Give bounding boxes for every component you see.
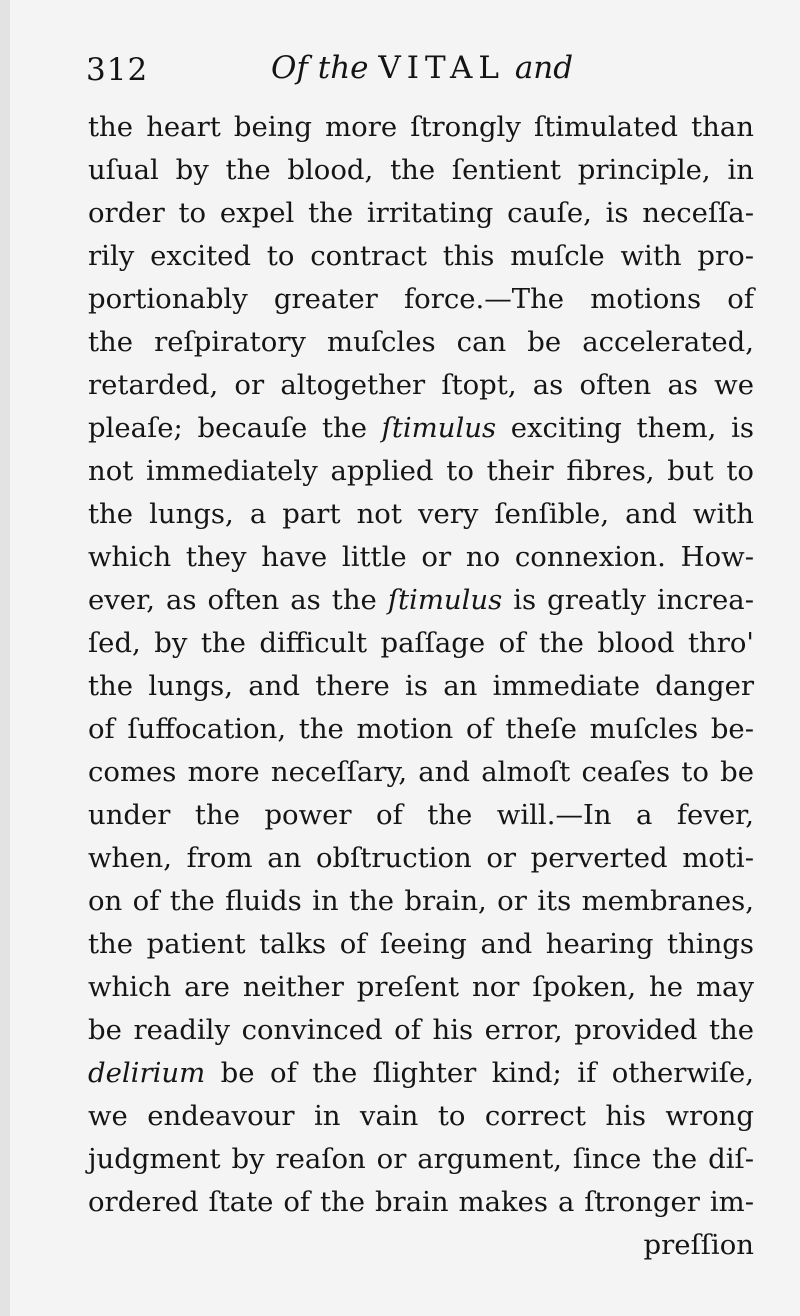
text-line (88, 1052, 754, 1095)
text-line: comes more neceſſary, and almoſt ceaſes to be (88, 756, 754, 788)
running-head (86, 42, 776, 102)
text-line: be readily convinced of his error, provided the (88, 1014, 754, 1046)
text-segment: exciting them, is (496, 412, 754, 444)
text-line (88, 407, 754, 450)
text-line: we endeavour in vain to correct his wrong (88, 1100, 754, 1132)
italic-term: ſtimulus (387, 584, 503, 616)
italic-term: delirium (88, 1057, 206, 1089)
text-line: not immediately applied to their fibres, but to (88, 455, 754, 487)
text-line: judgment by reaſon or argument, ſince the diſ- (88, 1143, 754, 1175)
text-line: rily excited to contract this muſcle with pro- (88, 240, 754, 272)
text-line: of ſuffocation, the motion of theſe muſcles be- (88, 713, 754, 745)
text-line: ordered ſtate of the brain makes a ſtronger im- (88, 1186, 754, 1218)
text-segment: is greatly increa- (502, 584, 754, 616)
text-line: uſual by the blood, the ſentient principle, in (88, 154, 754, 186)
text-line: on of the fluids in the brain, or its membranes, (88, 885, 754, 917)
running-head-part2: VITAL (378, 50, 505, 86)
page-edge (0, 0, 10, 1316)
running-head-part3: and (514, 50, 574, 86)
text-line: the lungs, and there is an immediate danger (88, 670, 754, 702)
italic-term: ſtimulus (381, 412, 497, 444)
text-line: retarded, or altogether ſtopt, as often as we (88, 369, 754, 401)
text-line: the lungs, a part not very ſenſible, and with (88, 498, 754, 530)
catchword: preſſion (643, 1229, 754, 1261)
text-line: the heart being more ſtrongly ſtimulated than (88, 111, 754, 143)
text-line (88, 579, 754, 622)
text-line: which are neither preſent nor ſpoken, he may (88, 971, 754, 1003)
text-line: the reſpiratory muſcles can be accelerated, (88, 326, 754, 358)
text-line: ſed, by the difficult paſſage of the blood thro' (88, 627, 754, 659)
page-number: 312 (86, 52, 149, 88)
text-line: the patient talks of ſeeing and hearing things (88, 928, 754, 960)
text-line: order to expel the irritating cauſe, is neceſſa- (88, 197, 754, 229)
text-segment: ever, as often as the (88, 584, 388, 616)
text-line: portionably greater force.—The motions of (88, 283, 754, 315)
text-line: under the power of the will.—In a fever, (88, 799, 754, 831)
body-text (88, 106, 754, 1267)
text-segment: be of the ſlighter kind; if otherwiſe, (205, 1057, 754, 1089)
text-line: when, from an obſtruction or perverted moti- (88, 842, 754, 874)
text-line: which they have little or no connexion. How- (88, 541, 754, 573)
text-segment: pleaſe; becauſe the (88, 412, 382, 444)
running-head-part1: Of the (271, 50, 369, 86)
running-head-title (271, 50, 573, 86)
